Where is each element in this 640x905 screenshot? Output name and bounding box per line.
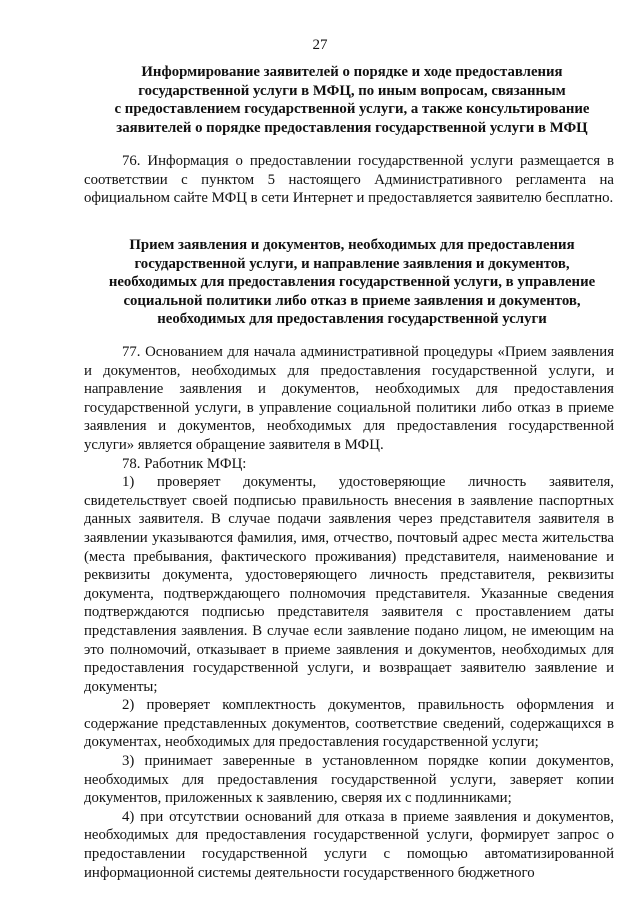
heading-line: Прием заявления и документов, необходимых для предоставления <box>129 237 575 253</box>
section-heading-reception <box>82 236 622 329</box>
heading-line: социальной политики либо отказ в приеме заявления и документов, <box>123 292 581 309</box>
paragraph-76: 76. Информация о предоставлении государственной услуги размещается в соответствии с пунктом 5 настоящего Административного регламента на официальном сайте МФЦ в сети Интернет и предоставляется заявителю бесплатно. <box>84 153 614 207</box>
section-body-informing <box>84 152 614 208</box>
section-heading-informing <box>82 63 622 137</box>
paragraph-78: 78. Работник МФЦ: <box>122 455 247 472</box>
heading-line: Информирование заявителей о порядке и ходе предоставления <box>141 64 563 80</box>
list-item-3: 3) принимает заверенные в установленном порядке копии документов, необходимых для предоставления государственной услуги, заверяет копии документов, приложенных к заявлению, сверяя их с подлинниками; <box>84 753 614 807</box>
list-item-1: 1) проверяет документы, удостоверяющие личность заявителя, свидетельствует своей подписью правильность внесения в заявление паспортных данных заявителя. В случае подачи заявления через представителя заявителя в заявлении указываются фамилия, имя, отчество, почтовый адрес места жительства (места пребывания, фактического проживания) представителя, наименование и реквизиты документа, удостоверяющего личность представителя, реквизиты документа, подтверждающего полномочия представителя. Указанные сведения подтверждаются подписью представителя заявителя с проставлением даты представления заявления. В случае если заявление подано лицом, не имеющим на это полномочий, отказывает в приеме заявления и документов, необходимых для предоставления государственной услуги, и возвращает заявителю заявление и документы; <box>84 474 614 695</box>
heading-line: необходимых для предоставления государственной услуги <box>157 311 547 328</box>
heading-line: государственной услуги в МФЦ, по иным вопросам, связанным <box>138 82 566 99</box>
heading-line: необходимых для предоставления государственной услуги, в управление <box>108 274 596 291</box>
list-item-2: 2) проверяет комплектность документов, правильность оформления и содержание представленных документов, соответствие сведений, содержащихся в документах, необходимых для предоставления государственной услуги; <box>84 697 614 751</box>
heading-line: заявителей о порядке предоставления государственной услуги в МФЦ <box>116 119 588 136</box>
page-number: 27 <box>312 37 328 53</box>
section-body-reception <box>84 343 614 882</box>
list-item-4: 4) при отсутствии оснований для отказа в приеме заявления и документов, необходимых для предоставления государственной услуги, формирует запрос о предоставлении государственной услуги с помощью автоматизированной информационной системы деятельности государственного бюджетного <box>84 808 614 881</box>
heading-line: с предоставлением государственной услуги, а также консультирование <box>114 101 590 118</box>
heading-line: государственной услуги, и направление заявления и документов, <box>134 255 570 272</box>
paragraph-77: 77. Основанием для начала административной процедуры «Прием заявления и документов, необходимых для предоставления государственной услуги, и направление заявления и документов, необходимых для предоставления государственной услуги, в управление социальной политики либо отказ в приеме заявления и документов, необходимых для предоставления государственной услуги» является обращение заявителя в МФЦ. <box>84 344 614 453</box>
